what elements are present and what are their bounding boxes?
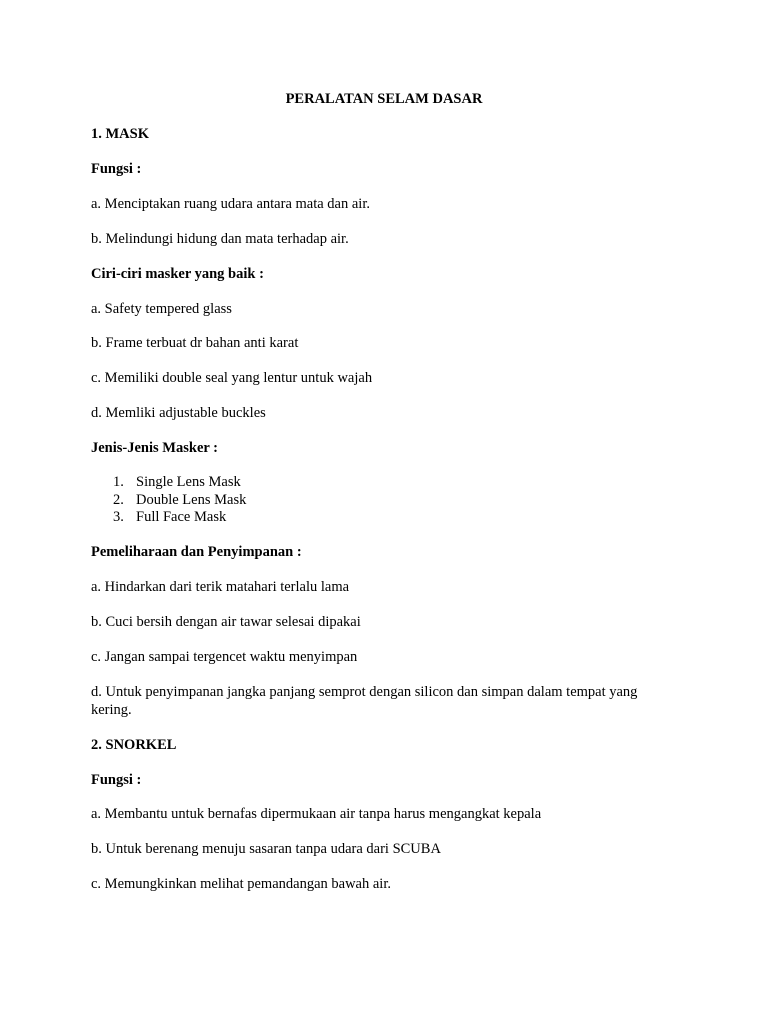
paragraph: d. Memliki adjustable buckles <box>91 405 266 421</box>
paragraph: b. Frame terbuat dr bahan anti karat <box>91 335 299 351</box>
list-item: Double Lens Mask <box>136 492 247 508</box>
section-heading-mask: 1. MASK <box>91 126 149 142</box>
list-item-number: 2. <box>113 492 124 508</box>
subheading-ciri: Ciri-ciri masker yang baik : <box>91 266 264 282</box>
subheading-pemeliharaan: Pemeliharaan dan Penyimpanan : <box>91 544 302 560</box>
paragraph: a. Membantu untuk bernafas dipermukaan air tanpa harus mengangkat kepala <box>91 806 542 822</box>
list-item-number: 1. <box>113 474 124 490</box>
subheading-fungsi-mask: Fungsi : <box>91 161 142 177</box>
list-item-number: 3. <box>113 509 124 525</box>
paragraph: d. Untuk penyimpanan jangka panjang semprot dengan silicon dan simpan dalam tempat yang kering. <box>91 684 638 718</box>
paragraph: a. Safety tempered glass <box>91 301 232 317</box>
list-item: Full Face Mask <box>136 509 227 525</box>
paragraph: b. Untuk berenang menuju sasaran tanpa udara dari SCUBA <box>91 841 441 857</box>
paragraph: c. Memungkinkan melihat pemandangan bawah air. <box>91 876 391 892</box>
paragraph: c. Memiliki double seal yang lentur untuk wajah <box>91 370 373 386</box>
document-title: PERALATAN SELAM DASAR <box>285 91 483 107</box>
paragraph: b. Melindungi hidung dan mata terhadap air. <box>91 231 349 247</box>
subheading-fungsi-snorkel: Fungsi : <box>91 772 142 788</box>
section-heading-snorkel: 2. SNORKEL <box>91 737 177 753</box>
list-item: Single Lens Mask <box>136 474 241 490</box>
paragraph: a. Menciptakan ruang udara antara mata dan air. <box>91 196 370 212</box>
paragraph: a. Hindarkan dari terik matahari terlalu lama <box>91 579 350 595</box>
paragraph: b. Cuci bersih dengan air tawar selesai dipakai <box>91 614 361 630</box>
subheading-jenis: Jenis-Jenis Masker : <box>91 440 219 456</box>
paragraph: c. Jangan sampai tergencet waktu menyimpan <box>91 649 358 665</box>
